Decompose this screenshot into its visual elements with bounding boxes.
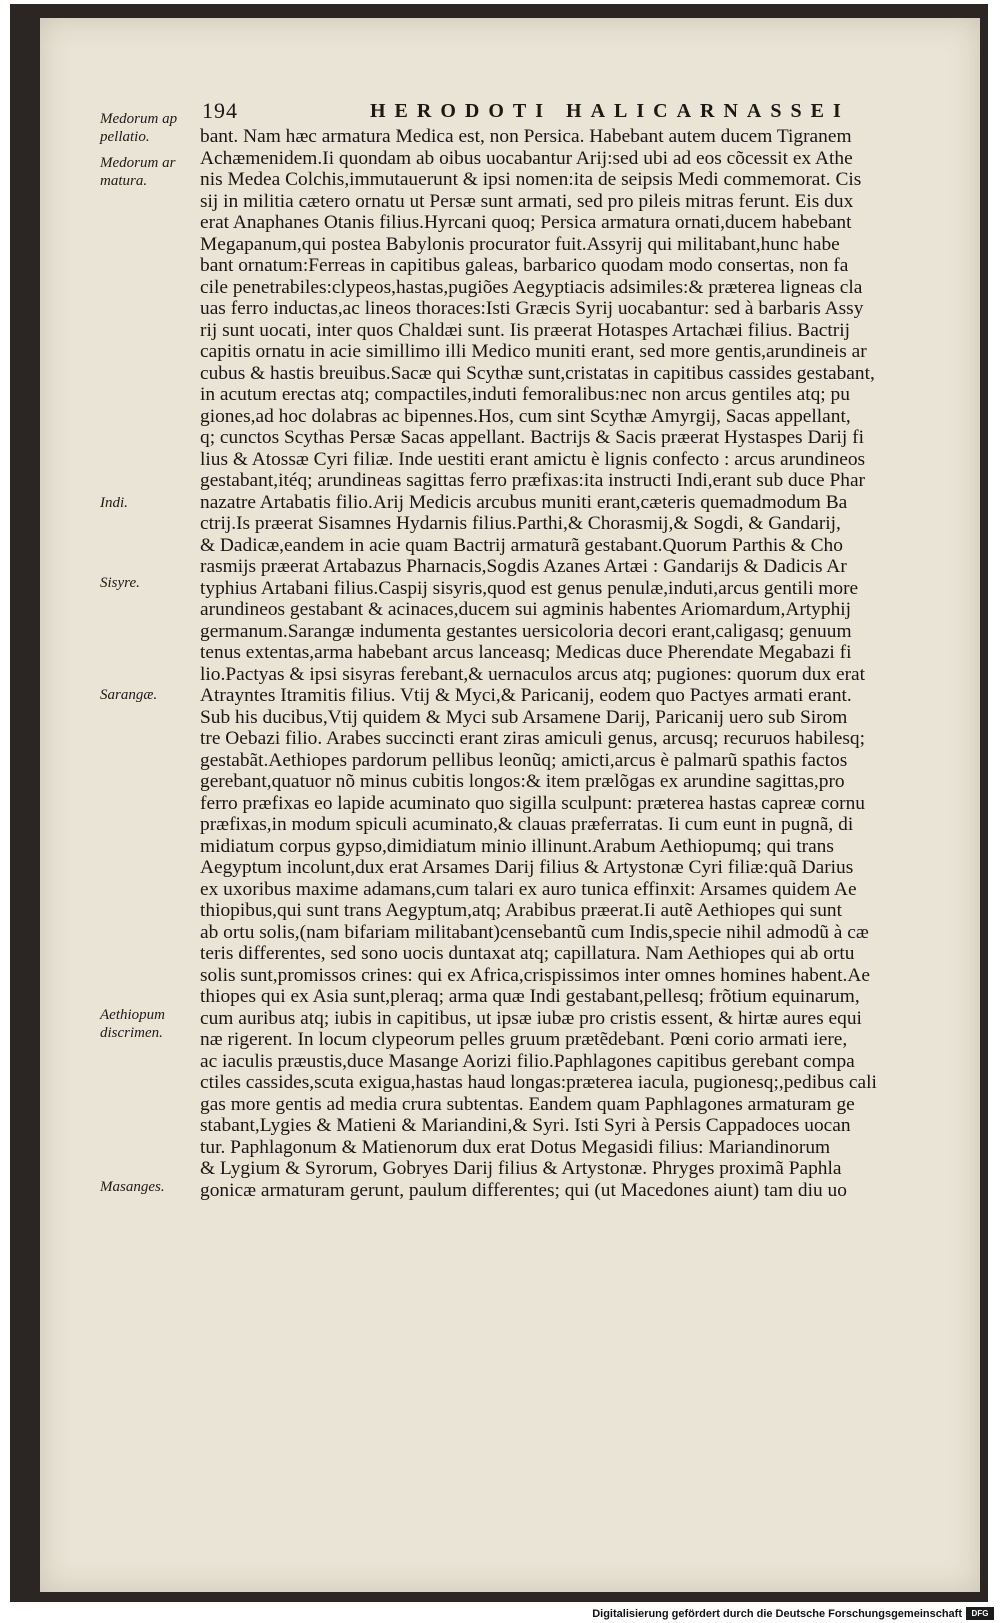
text-line: germanum.Sarangæ indumenta gestantes uersicoloria decori erant,caligasq; genuum <box>200 620 852 642</box>
text-line: uas ferro inductas,ac lineos thoraces:Isti Græcis Syrij uocabantur: sed à barbaris Assy <box>200 298 864 319</box>
footer-credit: Digitalisierung gefördert durch die Deutsche Forschungsgemeinschaft <box>592 1608 962 1620</box>
text-line: præfixas,in modum spiculi acuminato,& clauas præferratas. Ii cum eunt in pugnã, di <box>200 814 854 835</box>
text-line: stabant,Lygies & Matieni & Mariandini,& Syri. Isti Syri à Persis Cappadoces uocan <box>200 1115 851 1136</box>
margin-note: Aethiopum discrimen. <box>100 1007 165 1041</box>
text-line: Aegyptum incolunt,dux erat Arsames Darij filius & Artystonæ Cyri filiæ:quã Darius <box>200 857 854 878</box>
body-text <box>200 126 965 1201</box>
text-line: Atrayntes Itramitis filius. Vtij & Myci,& Paricanij, eodem quo Pactyes armati erant. <box>200 685 852 706</box>
text-line: Sub his ducibus,Vtij quidem & Myci sub Arsamene Darij, Paricanij uero sub Sirom <box>200 706 848 728</box>
page-number: 194 <box>202 98 238 123</box>
text-line: cubus & hastis breuibus.Sacæ qui Scythæ sunt,cristatas in capitibus cassides gestabant, <box>200 362 875 384</box>
text-line: ctrij.Is præerat Sisamnes Hydarnis filius.Parthi,& Chorasmij,& Sogdi, & Gandarij, <box>200 513 841 534</box>
text-line: lius & Atossæ Cyri filiæ. Inde uestiti erant amictu è lignis confecto : arcus arundineos <box>200 448 866 470</box>
running-head: HERODOTI HALICARNASSEI <box>370 100 850 122</box>
text-line: ac iaculis præustis,duce Masange Aorizi filio.Paphlagones capitibus gerebant compa <box>200 1050 855 1072</box>
margin-notes <box>40 18 190 1592</box>
text-line: thiopes qui ex Asia sunt,pleraq; arma quæ Indi gestabant,pellesq; frõtium equinarum, <box>200 986 860 1007</box>
text-line: typhius Artabani filius.Caspij sisyris,quod est genus penulæ,induti,arcus gentili more <box>200 577 859 599</box>
text-line: & Dadicæ,eandem in acie quam Bactrij armaturã gestabant.Quorum Parthis & Cho <box>200 534 843 556</box>
text-line: cum auribus atq; iubis in capitibus, ut ipsæ iubæ pro cristis essent, & hirtæ aures equi <box>200 1007 862 1029</box>
footer-bar <box>0 1606 1000 1623</box>
margin-note: Masanges. <box>100 1179 165 1195</box>
text-line: q; cunctos Scythas Persæ Sacas appellant. Bactrijs & Sacis præerat Hystaspes Darij fi <box>200 427 864 448</box>
text-line: gas more gentis ad media crura subtentas. Eandem quam Paphlagones armaturam ge <box>200 1093 855 1115</box>
text-line: bant ornatum:Ferreas in capitibus galeas, barbarico quodam modo consertas, non fa <box>200 255 849 276</box>
text-line: & Lygium & Syrorum, Gobryes Darij filius & Artystonæ. Phryges proximã Paphla <box>200 1158 842 1179</box>
text-line: solis sunt,promissos crines: qui ex Africa,crispissimos inter omnes homines habent.Ae <box>200 964 870 986</box>
text-line: thiopibus,qui sunt trans Aegyptum,atq; Arabibus præerat.Ii autẽ Aethiopes qui sunt <box>200 900 842 921</box>
text-line: gestabãt.Aethiopes pardorum pellibus leonũq; amicti,arcus è palmarũ spathis factos <box>200 749 848 771</box>
text-line: in acutum erectas atq; compactiles,induti femoralibus:nec non arcus gentiles atq; pu <box>200 384 850 405</box>
text-line: gonicæ armaturam gerunt, paulum differentes; qui (ut Macedones aiunt) tam diu uo <box>200 1179 847 1201</box>
text-line: gerebant,quatuor nõ minus cubitis longos:& item prælõgas ex arundine sagittas,pro <box>200 771 845 792</box>
text-line: tre Oebazi filio. Arabes succincti erant ziras amiculi genus, arcusq; recuruos habilesq; <box>200 728 865 749</box>
text-line: nis Medea Colchis,immutauerunt & ipsi nomen:ita de seipsis Medi commemorat. Cis <box>200 169 862 190</box>
text-line: teris differentes, sed sono uocis duntaxat atq; capillatura. Nam Aethiopes qui ab ortu <box>200 943 855 964</box>
margin-note: Medorum ap pellatio. <box>100 111 178 145</box>
text-line: ferro præfixas eo lapide acuminato quo sigilla sculpunt: præterea hastas capreæ cornu <box>200 792 865 814</box>
text-line: rij sunt uocati, inter quos Chaldæi sunt. Iis præerat Hotaspes Artachæi filius. Bactrij <box>200 319 851 341</box>
text-line: giones,ad hoc dolabras ac bipennes.Hos, cum sint Scythæ Amyrgij, Sacas appellant, <box>200 405 851 427</box>
text-line: gestabant,itéq; arundineas sagittas ferro præfixas:ita instructi Indi,erant sub duce Phar <box>200 470 866 491</box>
text-line: næ rigerent. In locum clypeorum pelles gruum prætẽdebant. Pœni corio armati iere, <box>200 1029 848 1050</box>
book-page <box>40 18 980 1592</box>
text-line: nazatre Artabatis filio.Arij Medicis arcubus muniti erant,cæteris quemadmodum Ba <box>200 491 848 513</box>
margin-note: Sisyre. <box>100 575 140 591</box>
text-line: tur. Paphlagonum & Matienorum dux erat Dotus Megasidi filius: Mariandinorum <box>200 1136 831 1158</box>
margin-note: Sarangæ. <box>100 687 158 703</box>
text-line: lio.Pactyas & ipsi sisyras ferebant,& uernaculos arcus atq; pugiones: quorum dux erat <box>200 663 866 685</box>
text-line: arundineos gestabant & acinaces,ducem sui agminis habentes Ariomardum,Artyphij <box>200 599 852 620</box>
text-line: bant. Nam hæc armatura Medica est, non Persica. Habebant autem ducem Tigranem <box>200 126 852 147</box>
text-line: midiatum corpus gypso,dimidiatum minio illinunt.Arabum Aethiopumq; qui trans <box>200 835 834 857</box>
text-line: capitis ornatu in acie simillimo illi Medico muniti erant, sed more gentis,arundineis ar <box>200 341 867 362</box>
text-line: tenus extentas,arma habebant arcus lanceasq; Medicas duce Pherendate Megabazi fi <box>200 642 852 663</box>
text-line: rasmijs præerat Artabazus Pharnacis,Sogdis Azanes Artæi : Gandarijs & Dadicis Ar <box>200 556 847 577</box>
margin-note: Medorum ar matura. <box>100 155 176 189</box>
text-line: ab ortu solis,(nam bifariam militabant)censebantũ cum Indis,specie nihil admodũ à cæ <box>200 921 869 943</box>
dfg-logo: DFG <box>966 1607 994 1620</box>
text-line: erat Anaphanes Otanis filius.Hyrcani quoq; Persica armatura ornati,ducem habebant <box>200 212 852 233</box>
text-line: Megapanum,qui postea Babylonis procurator fuit.Assyrij qui militabant,hunc habe <box>200 233 840 255</box>
text-line: ex uxoribus maxime adamans,cum talari ex auro tunica effinxit: Arsames quidem Ae <box>200 878 857 900</box>
text-line: ctiles cassides,scuta exigua,hastas haud longas:præterea iacula, pugionesq;,pedibus cali <box>200 1072 877 1093</box>
margin-note: Indi. <box>100 495 128 511</box>
text-line: sij in militia cætero ornatu ut Persæ sunt armati, sed pro pileis mitras ferunt. Eis dux <box>200 190 854 212</box>
text-line: cile penetrabiles:clypeos,hastas,pugiões Aegyptiacis adsimiles:& præterea ligneas cla <box>200 276 863 298</box>
scan-frame <box>10 4 988 1602</box>
text-line: Achæmenidem.Ii quondam ab oibus uocabantur Arij:sed ubi ad eos cõcessit ex Athe <box>200 147 853 169</box>
